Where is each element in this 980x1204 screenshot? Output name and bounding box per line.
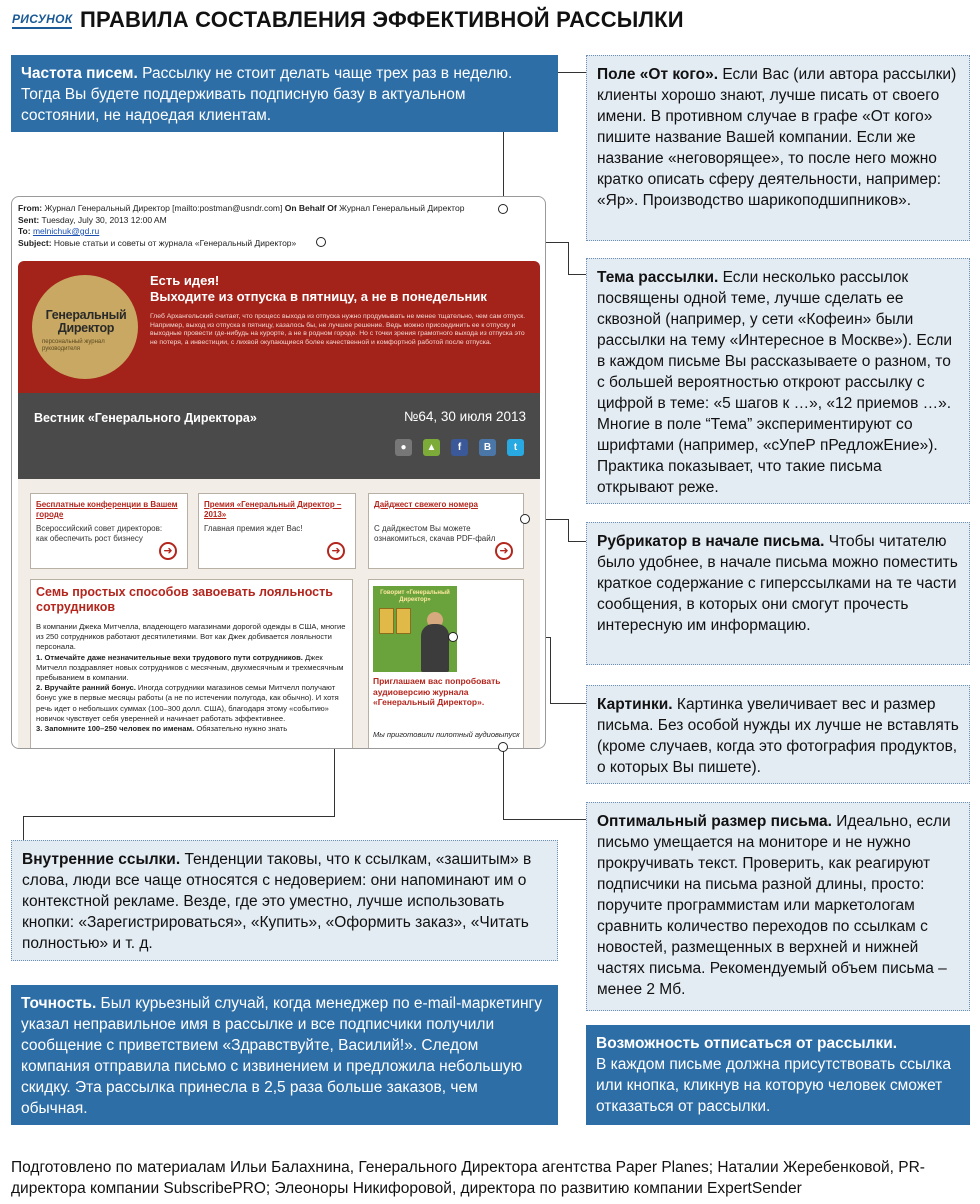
connector-line bbox=[503, 747, 504, 819]
callout-subject: Тема рассылки. Если несколько рассылок посвящены одной теме, лучше сделать ее сквозной (например, у сети «Кофеин» были рассылки на тему «Интересное в Москве»). Если в каждом письме Вы рассказываете о разном, то с большей вероятностью откроют рассылку с цифрой в теме: «5 шагов к …», «12 приемов …». Многие в поле “Тема” экспериментируют со шрифтами (например, «сУпеР пРедложЕние»). Практика показывает, что такие письма открывают реже. bbox=[586, 258, 970, 504]
connector-dot bbox=[520, 514, 530, 524]
callout-internal-links: Внутренние ссылки. Тенденции таковы, что к ссылкам, «зашитым» в слова, люди все чаще относятся с недоверием: они напоминают им о контекстной рекламе. Везде, где это уместно, лучше использовать кнопки: «Зарегистрироваться», «Купить», «Оформить заказ», «Читать полностью» и т. д. bbox=[11, 840, 558, 961]
connector-line bbox=[568, 72, 569, 73]
connector-line bbox=[568, 242, 569, 274]
banner-text: Глеб Архангельский считает, что процесс выхода из отпуска нужно продумывать не менее тщательно, чем сам отпуск. Например, выход из отпуска в пятницу, казалось бы, не лучшее решение. Ведь можно присоединить ее к отпуску и выходные провести где-нибудь на курорте, а не в родном городе. Но с точки зрения грамотного выхода из отпуска это не потеря, а инвестиции, с лихвой окупающиеся более качественной и комфортной работой после отпуска. bbox=[150, 313, 526, 347]
callout-rubricator: Рубрикатор в начале письма. Чтобы читателю было удобнее, в начале письма можно поместить краткое содержание с гиперссылками на те части сообщения, в которых они смогут прочесть интересную им информацию. bbox=[586, 522, 970, 665]
connector-dot bbox=[498, 204, 508, 214]
callout-optimal-size: Оптимальный размер письма. Идеально, если письмо умещается на мониторе и не нужно прокручивать текст. Проверить, как реагируют подписчики на письма разной длины, просто: поручите программистам или маркетологам сравнить количество переходов по ссылкам с новостей, размещенных в верхней и нижней частях письма. Рекомендуемый объем письма – менее 2 Мб. bbox=[586, 802, 970, 1011]
arrow-right-icon[interactable]: ➜ bbox=[327, 542, 345, 560]
callout-from-field: Поле «От кого». Если Вас (или автора рассылки) клиенты хорошо знают, лучше писать от своего имени. В противном случае в графе «От кого» пишите название Вашей компании. Если же название «неговорящее», то после него можно кратко описать сферу деятельности, например: «Яр». Производство шарикоподшипников». bbox=[586, 55, 970, 241]
connector-dot bbox=[316, 237, 326, 247]
promo-cta-link[interactable]: Приглашаем вас попробовать аудиоверсию журнала «Генеральный Директор». bbox=[373, 676, 501, 707]
email-header bbox=[18, 203, 538, 249]
connector-line bbox=[503, 819, 586, 820]
person-body bbox=[421, 624, 449, 672]
twitter-icon[interactable]: t bbox=[507, 439, 524, 456]
email-screenshot bbox=[11, 196, 546, 749]
magazine-logo: Генеральный Директор персональный журнал руководителя bbox=[32, 275, 138, 379]
callout-accuracy: Точность. Был курьезный случай, когда менеджер по e-mail-маркетингу указал неправильное имя в рассылке и все подписчики получили сообщение с приветствием «Здравствуйте, Василий!». Следом компания отправила письмо с извинением и предложила небольшую скидку. Эта рассылка принесла в 2,5 раза больше заказов, чем обычная. bbox=[11, 985, 558, 1125]
connector-line bbox=[568, 519, 569, 541]
promo-text: Мы приготовили пилотный аудиовыпуск bbox=[373, 730, 520, 739]
arrow-right-icon[interactable]: ➜ bbox=[495, 542, 513, 560]
banner-title: Есть идея! Выходите из отпуска в пятницу, а не в понедельник bbox=[150, 273, 487, 304]
email-banner bbox=[18, 261, 540, 393]
email-from-row: From: Журнал Генеральный Директор [mailto:postman@usndr.com] On Behalf Of Журнал Генеральный Директор bbox=[18, 203, 465, 213]
facebook-icon[interactable]: f bbox=[451, 439, 468, 456]
connector-line bbox=[568, 274, 586, 275]
article-block bbox=[30, 579, 353, 749]
arrow-right-icon[interactable]: ➜ bbox=[159, 542, 177, 560]
callout-unsubscribe: Возможность отписаться от рассылки. В каждом письме должна присутствовать ссылка или кнопка, кликнув на которую человек сможет отказаться от рассылки. bbox=[586, 1025, 970, 1125]
email-sent-row: Sent: Tuesday, July 30, 2013 12:00 AM bbox=[18, 214, 167, 225]
page-title: ПРАВИЛА СОСТАВЛЕНИЯ ЭФФЕКТИВНОЙ РАССЫЛКИ bbox=[80, 7, 684, 32]
promo-image[interactable]: Говорит «Генеральный Директор» bbox=[373, 586, 457, 672]
rubric-card-conferences[interactable]: Бесплатные конференции в Вашем городе Всероссийский совет директоров: как обеспечить рост бизнесу ➜ bbox=[30, 493, 188, 569]
magazine-cover-icon bbox=[379, 608, 394, 634]
connector-line bbox=[23, 816, 24, 840]
article-text: В компании Джека Митчелла, владеющего магазинами дорогой одежды в США, многие из 250 сотрудников работают десятилетиями. Вот как Джек добивается лояльности персонала. 1. Отмечайте даже незначительные вехи трудового пути сотрудников. Джек Митчелл поздравляет новых сотрудников с месячным, двухмесячным и трехмесячным пребыванием в компании. 2. Вручайте ранний бонус. Иногда сотрудники магазинов семьи Митчелл получают бонус уже в первые месяцы работы (а не по истечении полугода, как обычно). И хотя речь идет о небольших суммах (100–300 долл. США), благодаря этому «событию» новичок чувствует себя уверенней и начинает работать эффективнее. 3. Запомните 100–250 человек по именам. Обязательно нужно знать bbox=[36, 622, 346, 734]
issue-number: №64, 30 июля 2013 bbox=[403, 409, 526, 424]
connector-line bbox=[550, 703, 586, 704]
rubric-card-digest[interactable]: Дайджест свежего номера С дайджестом Вы можете ознакомиться, скачав PDF-файл ➜ bbox=[368, 493, 524, 569]
vkontakte-icon[interactable]: B bbox=[479, 439, 496, 456]
email-to-row: To: melnichuk@gd.ru bbox=[18, 226, 100, 236]
connector-line bbox=[550, 637, 551, 703]
audio-promo-block bbox=[368, 579, 524, 749]
magazine-cover-icon bbox=[396, 608, 411, 634]
connector-line bbox=[568, 541, 586, 542]
connector-line bbox=[23, 816, 335, 817]
rubric-card-award[interactable]: Премия «Генеральный Директор – 2013» Главная премия ждет Вас! ➜ bbox=[198, 493, 356, 569]
newsletter-name: Вестник «Генерального Директора» bbox=[34, 411, 257, 425]
article-title[interactable]: Семь простых способов завоевать лояльность сотрудников bbox=[36, 585, 333, 614]
android-icon[interactable]: ▲ bbox=[423, 439, 440, 456]
callout-frequency: Частота писем. Рассылку не стоит делать чаще трех раз в неделю. Тогда Вы будете поддерживать подписную базу в актуальном состоянии, не надоедая клиентам. bbox=[11, 55, 558, 132]
email-subject-row: Subject: Новые статьи и советы от журнала «Генеральный Директор» bbox=[18, 237, 297, 248]
figure-tag: РИСУНОК bbox=[12, 12, 72, 29]
connector-dot bbox=[448, 632, 458, 642]
callout-images: Картинки. Картинка увеличивает вес и размер письма. Без особой нужды их лучше не вставлять (кроме случаев, когда это фотография продуктов, о которых Вы пишете). bbox=[586, 685, 970, 784]
connector-dot bbox=[498, 742, 508, 752]
apple-icon[interactable]: ● bbox=[395, 439, 412, 456]
source-footnote: Подготовлено по материалам Ильи Балахнина, Генерального Директора агентства Paper Planes; Наталии Жеребенковой, PR-директора компании SubscribePRO; Элеоноры Никифоровой, директора по развитию компании ExpertSender bbox=[11, 1159, 925, 1197]
newsletter-bar bbox=[18, 393, 540, 479]
email-to-link[interactable]: melnichuk@gd.ru bbox=[32, 226, 100, 236]
